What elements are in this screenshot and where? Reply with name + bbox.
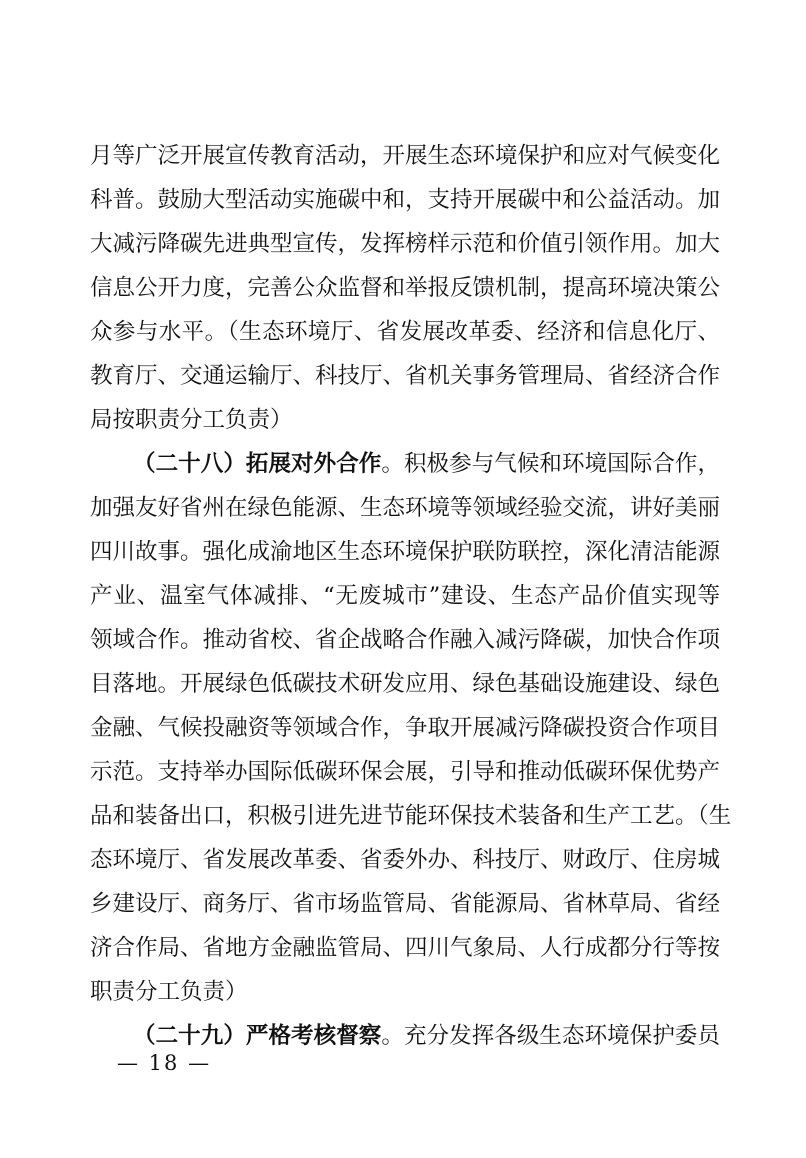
body-text-line: 目落地。开展绿色低碳技术研发应用、绿色基础设施建设、绿色 xyxy=(90,671,721,697)
body-text-line: 态环境厅、省发展改革委、省委外办、科技厅、财政厅、住房城 xyxy=(90,847,721,873)
body-text-span: 。充分发挥各级生态环境保护委员 xyxy=(381,1023,720,1049)
section-heading-28: （二十八）拓展对外合作 xyxy=(133,451,382,477)
body-text-line: 产业、温室气体减排、“无废城市”建设、生态产品价值实现等 xyxy=(90,583,720,609)
body-text-line: 信息公开力度，完善公众监督和举报反馈机制，提高环境决策公 xyxy=(90,275,721,301)
section-heading-line xyxy=(133,1014,720,1058)
body-text-line: 四川故事。强化成渝地区生态环境保护联防联控，深化清洁能源 xyxy=(90,539,721,565)
section-heading-29: （二十九）严格考核督察 xyxy=(133,1023,382,1049)
body-text-line: 济合作局、省地方金融监管局、四川气象局、人行成都分行等按 xyxy=(90,935,721,961)
body-text-line: 领域合作。推动省校、省企战略合作融入减污降碳，加快合作项 xyxy=(90,627,721,653)
body-text-line: 月等广泛开展宣传教育活动，开展生态环境保护和应对气候变化 xyxy=(90,143,721,169)
body-text-line: 局按职责分工负责） xyxy=(90,407,293,433)
body-text-line: 加强友好省州在绿色能源、生态环境等领域经验交流，讲好美丽 xyxy=(90,495,721,521)
body-text-line: 教育厅、交通运输厅、科技厅、省机关事务管理局、省经济合作 xyxy=(90,363,721,389)
section-heading-line xyxy=(133,442,720,486)
body-text-line: 众参与水平。（生态环境厅、省发展改革委、经济和信息化厅、 xyxy=(90,319,720,345)
body-text-line: 科普。鼓励大型活动实施碳中和，支持开展碳中和公益活动。加 xyxy=(90,187,721,213)
body-text-line: 品和装备出口，积极引进先进节能环保技术装备和生产工艺。（生 xyxy=(90,803,732,829)
body-text-span: 。积极参与气候和环境国际合作， xyxy=(381,451,720,477)
body-text-line: 职责分工负责） xyxy=(90,979,248,1005)
body-text-line: 金融、气候投融资等领域合作，争取开展减污降碳投资合作项目 xyxy=(90,715,721,741)
body-text-line: 大减污降碳先进典型宣传，发挥榜样示范和价值引领作用。加大 xyxy=(90,231,721,257)
body-text-line: 示范。支持举办国际低碳环保会展，引导和推动低碳环保优势产 xyxy=(90,759,721,785)
body-text-line: 乡建设厅、商务厅、省市场监管局、省能源局、省林草局、省经 xyxy=(90,891,721,917)
page-number: — 18 — xyxy=(117,1051,212,1075)
